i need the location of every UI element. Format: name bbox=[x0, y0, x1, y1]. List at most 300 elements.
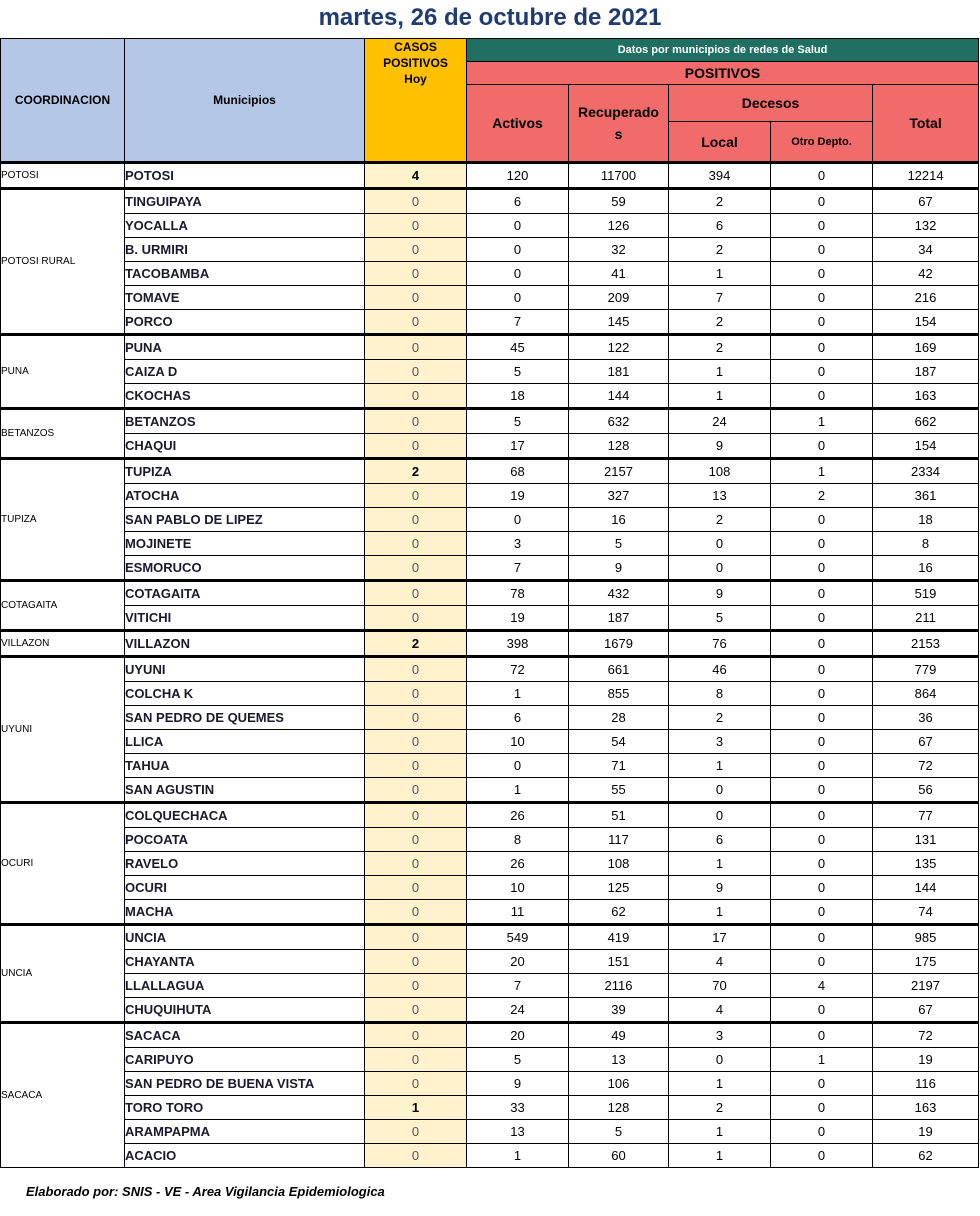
table-row bbox=[1, 1096, 979, 1120]
decesos-otro-cell: 0 bbox=[771, 754, 873, 778]
decesos-local-cell: 1 bbox=[669, 852, 771, 876]
decesos-otro-cell: 0 bbox=[771, 189, 873, 214]
recuperados-cell: 49 bbox=[569, 1023, 669, 1048]
recuperados-cell: 855 bbox=[569, 682, 669, 706]
decesos-local-cell: 0 bbox=[669, 803, 771, 828]
decesos-local-cell: 2 bbox=[669, 238, 771, 262]
table-row bbox=[1, 1144, 979, 1168]
table-body bbox=[1, 163, 979, 1168]
activos-cell: 10 bbox=[467, 730, 569, 754]
header-casos-positivos-hoy bbox=[365, 39, 467, 163]
activos-cell: 78 bbox=[467, 581, 569, 606]
table-row bbox=[1, 335, 979, 360]
activos-cell: 7 bbox=[467, 974, 569, 998]
header-local: Local bbox=[669, 122, 771, 163]
casos-hoy-cell: 0 bbox=[365, 286, 467, 310]
table-row bbox=[1, 384, 979, 409]
total-cell: 16 bbox=[873, 556, 979, 581]
decesos-otro-cell: 0 bbox=[771, 682, 873, 706]
municipio-cell: OCURI bbox=[125, 876, 365, 900]
coordinacion-cell: VILLAZON bbox=[1, 631, 125, 657]
municipio-cell: LLICA bbox=[125, 730, 365, 754]
coordinacion-cell: PUNA bbox=[1, 335, 125, 409]
casos-hoy-cell: 0 bbox=[365, 730, 467, 754]
activos-cell: 1 bbox=[467, 778, 569, 803]
casos-hoy-cell: 0 bbox=[365, 581, 467, 606]
decesos-otro-cell: 0 bbox=[771, 925, 873, 950]
table-row bbox=[1, 556, 979, 581]
total-cell: 8 bbox=[873, 532, 979, 556]
casos-hoy-cell: 0 bbox=[365, 1023, 467, 1048]
header-recuperados-line2: s bbox=[614, 126, 623, 142]
decesos-local-cell: 46 bbox=[669, 657, 771, 682]
recuperados-cell: 9 bbox=[569, 556, 669, 581]
header-recuperados bbox=[569, 85, 669, 163]
total-cell: 163 bbox=[873, 1096, 979, 1120]
municipio-cell: MACHA bbox=[125, 900, 365, 925]
recuperados-cell: 117 bbox=[569, 828, 669, 852]
recuperados-cell: 327 bbox=[569, 484, 669, 508]
total-cell: 19 bbox=[873, 1048, 979, 1072]
coordinacion-cell: POTOSI bbox=[1, 163, 125, 189]
casos-hoy-cell: 0 bbox=[365, 974, 467, 998]
total-cell: 74 bbox=[873, 900, 979, 925]
decesos-otro-cell: 0 bbox=[771, 384, 873, 409]
total-cell: 116 bbox=[873, 1072, 979, 1096]
activos-cell: 0 bbox=[467, 286, 569, 310]
activos-cell: 24 bbox=[467, 998, 569, 1023]
table-row bbox=[1, 1023, 979, 1048]
recuperados-cell: 59 bbox=[569, 189, 669, 214]
activos-cell: 45 bbox=[467, 335, 569, 360]
activos-cell: 398 bbox=[467, 631, 569, 657]
decesos-local-cell: 2 bbox=[669, 335, 771, 360]
municipio-cell: TUPIZA bbox=[125, 459, 365, 484]
decesos-local-cell: 1 bbox=[669, 1072, 771, 1096]
decesos-otro-cell: 0 bbox=[771, 238, 873, 262]
municipio-cell: ATOCHA bbox=[125, 484, 365, 508]
decesos-local-cell: 1 bbox=[669, 1120, 771, 1144]
municipio-cell: TINGUIPAYA bbox=[125, 189, 365, 214]
total-cell: 211 bbox=[873, 606, 979, 631]
header-decesos: Decesos bbox=[669, 85, 873, 122]
decesos-local-cell: 2 bbox=[669, 706, 771, 730]
decesos-otro-cell: 0 bbox=[771, 852, 873, 876]
activos-cell: 6 bbox=[467, 189, 569, 214]
table-row bbox=[1, 1072, 979, 1096]
activos-cell: 7 bbox=[467, 556, 569, 581]
municipio-cell: TOMAVE bbox=[125, 286, 365, 310]
casos-hoy-cell: 0 bbox=[365, 214, 467, 238]
activos-cell: 17 bbox=[467, 434, 569, 459]
recuperados-cell: 126 bbox=[569, 214, 669, 238]
total-cell: 62 bbox=[873, 1144, 979, 1168]
decesos-local-cell: 6 bbox=[669, 828, 771, 852]
total-cell: 154 bbox=[873, 310, 979, 335]
casos-hoy-cell: 0 bbox=[365, 900, 467, 925]
activos-cell: 10 bbox=[467, 876, 569, 900]
municipio-cell: SACACA bbox=[125, 1023, 365, 1048]
header-casos-line3: Hoy bbox=[404, 72, 427, 86]
decesos-local-cell: 4 bbox=[669, 998, 771, 1023]
casos-hoy-cell: 0 bbox=[365, 998, 467, 1023]
casos-hoy-cell: 0 bbox=[365, 360, 467, 384]
municipio-cell: VITICHI bbox=[125, 606, 365, 631]
total-cell: 67 bbox=[873, 189, 979, 214]
casos-hoy-cell: 0 bbox=[365, 384, 467, 409]
table-row bbox=[1, 238, 979, 262]
table-row bbox=[1, 657, 979, 682]
table-row bbox=[1, 409, 979, 434]
decesos-local-cell: 24 bbox=[669, 409, 771, 434]
decesos-otro-cell: 0 bbox=[771, 335, 873, 360]
casos-hoy-cell: 4 bbox=[365, 163, 467, 189]
recuperados-cell: 151 bbox=[569, 950, 669, 974]
municipio-cell: ACACIO bbox=[125, 1144, 365, 1168]
table-row bbox=[1, 286, 979, 310]
total-cell: 67 bbox=[873, 730, 979, 754]
decesos-otro-cell: 0 bbox=[771, 1023, 873, 1048]
activos-cell: 0 bbox=[467, 508, 569, 532]
total-cell: 519 bbox=[873, 581, 979, 606]
municipio-cell: SAN PEDRO DE BUENA VISTA bbox=[125, 1072, 365, 1096]
table-row bbox=[1, 214, 979, 238]
recuperados-cell: 39 bbox=[569, 998, 669, 1023]
casos-hoy-cell: 0 bbox=[365, 1144, 467, 1168]
casos-hoy-cell: 0 bbox=[365, 828, 467, 852]
header-otro-depto: Otro Depto. bbox=[771, 122, 873, 163]
municipio-cell: TORO TORO bbox=[125, 1096, 365, 1120]
table-row bbox=[1, 974, 979, 998]
municipio-cell: PUNA bbox=[125, 335, 365, 360]
table-row bbox=[1, 730, 979, 754]
casos-hoy-cell: 0 bbox=[365, 876, 467, 900]
decesos-local-cell: 1 bbox=[669, 262, 771, 286]
coordinacion-cell: BETANZOS bbox=[1, 409, 125, 459]
table-row bbox=[1, 900, 979, 925]
page-title: martes, 26 de octubre de 2021 bbox=[318, 4, 662, 31]
recuperados-cell: 187 bbox=[569, 606, 669, 631]
activos-cell: 1 bbox=[467, 1144, 569, 1168]
decesos-otro-cell: 0 bbox=[771, 730, 873, 754]
decesos-otro-cell: 0 bbox=[771, 508, 873, 532]
table-row bbox=[1, 778, 979, 803]
decesos-otro-cell: 0 bbox=[771, 262, 873, 286]
header-coordinacion: COORDINACION bbox=[1, 39, 125, 163]
recuperados-cell: 419 bbox=[569, 925, 669, 950]
total-cell: 662 bbox=[873, 409, 979, 434]
recuperados-cell: 5 bbox=[569, 1120, 669, 1144]
casos-hoy-cell: 0 bbox=[365, 335, 467, 360]
decesos-otro-cell: 0 bbox=[771, 1072, 873, 1096]
decesos-local-cell: 1 bbox=[669, 384, 771, 409]
decesos-local-cell: 2 bbox=[669, 310, 771, 335]
activos-cell: 5 bbox=[467, 360, 569, 384]
decesos-local-cell: 7 bbox=[669, 286, 771, 310]
casos-hoy-cell: 0 bbox=[365, 434, 467, 459]
decesos-local-cell: 0 bbox=[669, 556, 771, 581]
table-row bbox=[1, 925, 979, 950]
total-cell: 56 bbox=[873, 778, 979, 803]
decesos-local-cell: 1 bbox=[669, 754, 771, 778]
activos-cell: 0 bbox=[467, 754, 569, 778]
total-cell: 2334 bbox=[873, 459, 979, 484]
decesos-local-cell: 9 bbox=[669, 876, 771, 900]
total-cell: 67 bbox=[873, 998, 979, 1023]
decesos-local-cell: 1 bbox=[669, 360, 771, 384]
decesos-local-cell: 2 bbox=[669, 1096, 771, 1120]
decesos-otro-cell: 0 bbox=[771, 360, 873, 384]
decesos-otro-cell: 0 bbox=[771, 214, 873, 238]
decesos-otro-cell: 0 bbox=[771, 876, 873, 900]
municipio-cell: UNCIA bbox=[125, 925, 365, 950]
decesos-local-cell: 2 bbox=[669, 189, 771, 214]
table-row bbox=[1, 262, 979, 286]
recuperados-cell: 51 bbox=[569, 803, 669, 828]
municipio-cell: CKOCHAS bbox=[125, 384, 365, 409]
header-casos-line2: POSITIVOS bbox=[383, 56, 448, 70]
total-cell: 34 bbox=[873, 238, 979, 262]
activos-cell: 9 bbox=[467, 1072, 569, 1096]
recuperados-cell: 661 bbox=[569, 657, 669, 682]
total-cell: 169 bbox=[873, 335, 979, 360]
municipio-cell: UYUNI bbox=[125, 657, 365, 682]
decesos-local-cell: 6 bbox=[669, 214, 771, 238]
total-cell: 131 bbox=[873, 828, 979, 852]
decesos-otro-cell: 0 bbox=[771, 631, 873, 657]
recuperados-cell: 2157 bbox=[569, 459, 669, 484]
municipio-cell: TACOBAMBA bbox=[125, 262, 365, 286]
decesos-otro-cell: 0 bbox=[771, 900, 873, 925]
cases-table bbox=[0, 38, 979, 1168]
activos-cell: 18 bbox=[467, 384, 569, 409]
coordinacion-cell: COTAGAITA bbox=[1, 581, 125, 631]
municipio-cell: RAVELO bbox=[125, 852, 365, 876]
activos-cell: 5 bbox=[467, 409, 569, 434]
municipio-cell: CHUQUIHUTA bbox=[125, 998, 365, 1023]
decesos-otro-cell: 0 bbox=[771, 1144, 873, 1168]
decesos-local-cell: 4 bbox=[669, 950, 771, 974]
total-cell: 779 bbox=[873, 657, 979, 682]
municipio-cell: COLQUECHACA bbox=[125, 803, 365, 828]
table-row bbox=[1, 459, 979, 484]
table-row bbox=[1, 163, 979, 189]
decesos-local-cell: 0 bbox=[669, 778, 771, 803]
table-row bbox=[1, 508, 979, 532]
decesos-otro-cell: 4 bbox=[771, 974, 873, 998]
decesos-local-cell: 3 bbox=[669, 1023, 771, 1048]
decesos-otro-cell: 1 bbox=[771, 1048, 873, 1072]
activos-cell: 549 bbox=[467, 925, 569, 950]
municipio-cell: ARAMPAPMA bbox=[125, 1120, 365, 1144]
municipio-cell: CARIPUYO bbox=[125, 1048, 365, 1072]
header-datos: Datos por municipios de redes de Salud bbox=[467, 39, 979, 62]
decesos-otro-cell: 0 bbox=[771, 556, 873, 581]
header-total: Total bbox=[873, 85, 979, 163]
municipio-cell: YOCALLA bbox=[125, 214, 365, 238]
total-cell: 985 bbox=[873, 925, 979, 950]
header-activos: Activos bbox=[467, 85, 569, 163]
recuperados-cell: 145 bbox=[569, 310, 669, 335]
recuperados-cell: 432 bbox=[569, 581, 669, 606]
activos-cell: 19 bbox=[467, 606, 569, 631]
decesos-local-cell: 70 bbox=[669, 974, 771, 998]
casos-hoy-cell: 0 bbox=[365, 950, 467, 974]
activos-cell: 8 bbox=[467, 828, 569, 852]
coordinacion-cell: UYUNI bbox=[1, 657, 125, 803]
decesos-otro-cell: 0 bbox=[771, 581, 873, 606]
activos-cell: 68 bbox=[467, 459, 569, 484]
total-cell: 72 bbox=[873, 754, 979, 778]
table-row bbox=[1, 1048, 979, 1072]
casos-hoy-cell: 0 bbox=[365, 606, 467, 631]
recuperados-cell: 41 bbox=[569, 262, 669, 286]
decesos-otro-cell: 0 bbox=[771, 706, 873, 730]
table-row bbox=[1, 950, 979, 974]
total-cell: 2153 bbox=[873, 631, 979, 657]
recuperados-cell: 128 bbox=[569, 1096, 669, 1120]
decesos-otro-cell: 0 bbox=[771, 657, 873, 682]
decesos-local-cell: 13 bbox=[669, 484, 771, 508]
casos-hoy-cell: 0 bbox=[365, 778, 467, 803]
decesos-otro-cell: 0 bbox=[771, 803, 873, 828]
municipio-cell: PORCO bbox=[125, 310, 365, 335]
decesos-local-cell: 9 bbox=[669, 434, 771, 459]
table-row bbox=[1, 876, 979, 900]
casos-hoy-cell: 1 bbox=[365, 1096, 467, 1120]
table-row bbox=[1, 310, 979, 335]
municipio-cell: CAIZA D bbox=[125, 360, 365, 384]
total-cell: 72 bbox=[873, 1023, 979, 1048]
recuperados-cell: 16 bbox=[569, 508, 669, 532]
decesos-otro-cell: 0 bbox=[771, 286, 873, 310]
municipio-cell: SAN PABLO DE LIPEZ bbox=[125, 508, 365, 532]
recuperados-cell: 55 bbox=[569, 778, 669, 803]
table-row bbox=[1, 852, 979, 876]
table-row bbox=[1, 998, 979, 1023]
total-cell: 19 bbox=[873, 1120, 979, 1144]
municipio-cell: VILLAZON bbox=[125, 631, 365, 657]
decesos-otro-cell: 0 bbox=[771, 606, 873, 631]
municipio-cell: B. URMIRI bbox=[125, 238, 365, 262]
recuperados-cell: 28 bbox=[569, 706, 669, 730]
total-cell: 42 bbox=[873, 262, 979, 286]
recuperados-cell: 5 bbox=[569, 532, 669, 556]
recuperados-cell: 62 bbox=[569, 900, 669, 925]
activos-cell: 20 bbox=[467, 950, 569, 974]
decesos-local-cell: 2 bbox=[669, 508, 771, 532]
table-row bbox=[1, 360, 979, 384]
activos-cell: 33 bbox=[467, 1096, 569, 1120]
total-cell: 12214 bbox=[873, 163, 979, 189]
table-row bbox=[1, 706, 979, 730]
decesos-otro-cell: 0 bbox=[771, 1120, 873, 1144]
activos-cell: 13 bbox=[467, 1120, 569, 1144]
table-row bbox=[1, 484, 979, 508]
casos-hoy-cell: 0 bbox=[365, 508, 467, 532]
activos-cell: 0 bbox=[467, 262, 569, 286]
total-cell: 135 bbox=[873, 852, 979, 876]
activos-cell: 26 bbox=[467, 852, 569, 876]
casos-hoy-cell: 0 bbox=[365, 409, 467, 434]
decesos-local-cell: 17 bbox=[669, 925, 771, 950]
casos-hoy-cell: 0 bbox=[365, 262, 467, 286]
total-cell: 163 bbox=[873, 384, 979, 409]
casos-hoy-cell: 0 bbox=[365, 754, 467, 778]
total-cell: 216 bbox=[873, 286, 979, 310]
table-row bbox=[1, 606, 979, 631]
activos-cell: 26 bbox=[467, 803, 569, 828]
casos-hoy-cell: 0 bbox=[365, 706, 467, 730]
activos-cell: 5 bbox=[467, 1048, 569, 1072]
activos-cell: 11 bbox=[467, 900, 569, 925]
activos-cell: 7 bbox=[467, 310, 569, 335]
municipio-cell: SAN PEDRO DE QUEMES bbox=[125, 706, 365, 730]
activos-cell: 1 bbox=[467, 682, 569, 706]
municipio-cell: POTOSI bbox=[125, 163, 365, 189]
activos-cell: 19 bbox=[467, 484, 569, 508]
recuperados-cell: 71 bbox=[569, 754, 669, 778]
decesos-local-cell: 0 bbox=[669, 1048, 771, 1072]
decesos-otro-cell: 0 bbox=[771, 434, 873, 459]
table-row bbox=[1, 828, 979, 852]
recuperados-cell: 11700 bbox=[569, 163, 669, 189]
table-row bbox=[1, 434, 979, 459]
decesos-otro-cell: 0 bbox=[771, 310, 873, 335]
total-cell: 18 bbox=[873, 508, 979, 532]
casos-hoy-cell: 0 bbox=[365, 532, 467, 556]
casos-hoy-cell: 0 bbox=[365, 1072, 467, 1096]
decesos-otro-cell: 0 bbox=[771, 1096, 873, 1120]
decesos-otro-cell: 1 bbox=[771, 409, 873, 434]
decesos-otro-cell: 2 bbox=[771, 484, 873, 508]
casos-hoy-cell: 0 bbox=[365, 1048, 467, 1072]
decesos-otro-cell: 0 bbox=[771, 532, 873, 556]
total-cell: 361 bbox=[873, 484, 979, 508]
municipio-cell: COTAGAITA bbox=[125, 581, 365, 606]
recuperados-cell: 209 bbox=[569, 286, 669, 310]
decesos-local-cell: 3 bbox=[669, 730, 771, 754]
activos-cell: 0 bbox=[467, 214, 569, 238]
total-cell: 144 bbox=[873, 876, 979, 900]
recuperados-cell: 54 bbox=[569, 730, 669, 754]
casos-hoy-cell: 0 bbox=[365, 238, 467, 262]
casos-hoy-cell: 0 bbox=[365, 189, 467, 214]
table-row bbox=[1, 631, 979, 657]
decesos-local-cell: 394 bbox=[669, 163, 771, 189]
total-cell: 2197 bbox=[873, 974, 979, 998]
table-row bbox=[1, 803, 979, 828]
casos-hoy-cell: 0 bbox=[365, 682, 467, 706]
activos-cell: 20 bbox=[467, 1023, 569, 1048]
recuperados-cell: 60 bbox=[569, 1144, 669, 1168]
total-cell: 187 bbox=[873, 360, 979, 384]
decesos-otro-cell: 0 bbox=[771, 828, 873, 852]
decesos-otro-cell: 0 bbox=[771, 950, 873, 974]
coordinacion-cell: OCURI bbox=[1, 803, 125, 925]
recuperados-cell: 125 bbox=[569, 876, 669, 900]
casos-hoy-cell: 0 bbox=[365, 852, 467, 876]
total-cell: 175 bbox=[873, 950, 979, 974]
municipio-cell: CHAQUI bbox=[125, 434, 365, 459]
municipio-cell: ESMORUCO bbox=[125, 556, 365, 581]
recuperados-cell: 632 bbox=[569, 409, 669, 434]
casos-hoy-cell: 2 bbox=[365, 459, 467, 484]
municipio-cell: TAHUA bbox=[125, 754, 365, 778]
header-recuperados-line1: Recuperado bbox=[578, 104, 659, 120]
recuperados-cell: 108 bbox=[569, 852, 669, 876]
total-cell: 864 bbox=[873, 682, 979, 706]
